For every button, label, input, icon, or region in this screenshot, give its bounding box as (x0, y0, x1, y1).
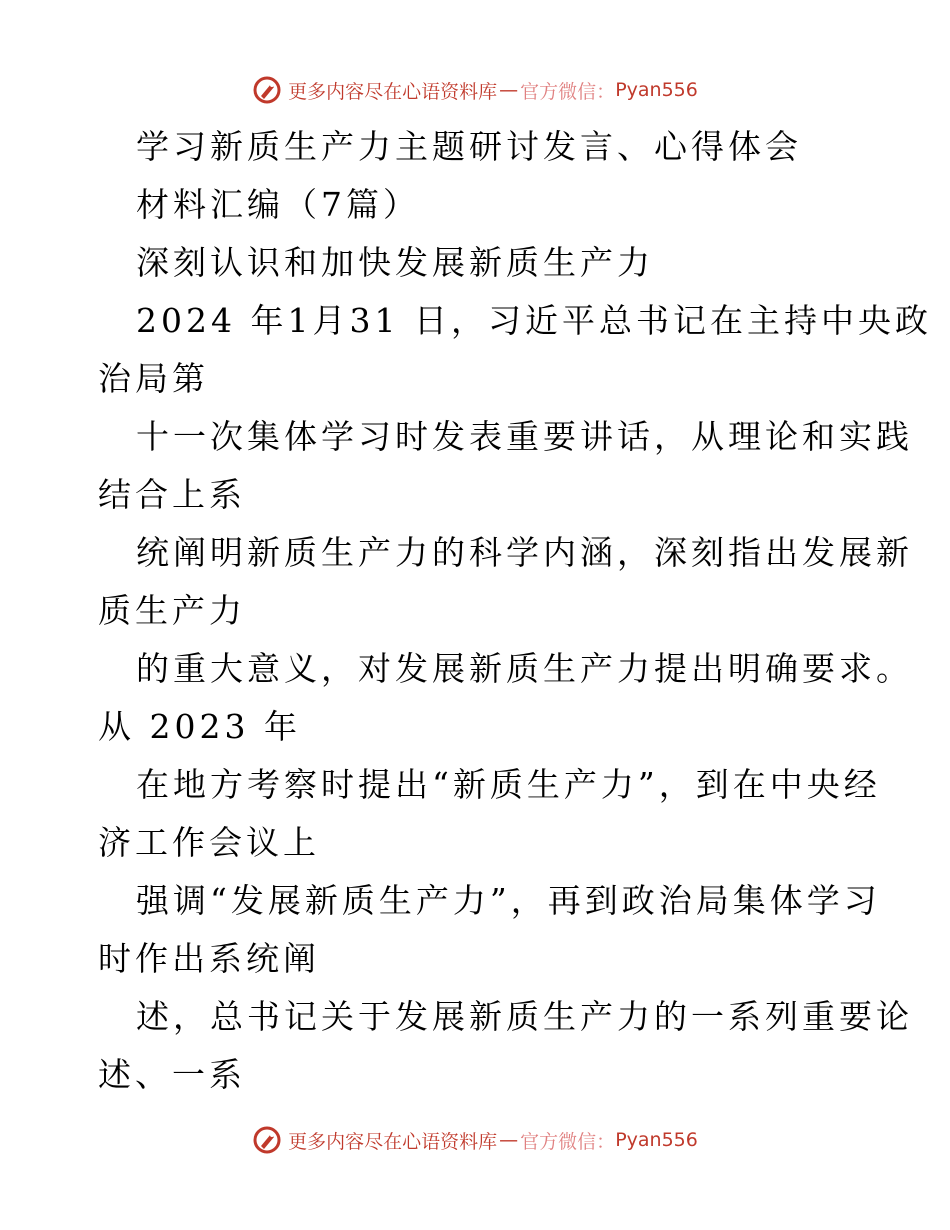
document-title-line-1: 学习新质生产力主题研讨发言、心得体会 (136, 127, 802, 166)
paragraph-line: 时作出系统阐 (98, 939, 320, 978)
paragraph-line: 济工作会议上 (98, 823, 320, 862)
banner-separator: — (499, 79, 519, 101)
paragraph-line: 述、一系 (98, 1055, 246, 1094)
paragraph-line: 十一次集体学习时发表重要讲话，从理论和实践 (136, 417, 913, 456)
banner-wechat-id: Pyan556 (615, 79, 698, 101)
paragraph-line: 从 2023 年 (98, 707, 301, 746)
banner-wechat-id: Pyan556 (615, 1129, 698, 1151)
document-title-line-2: 材料汇编（7篇） (136, 185, 420, 224)
pen-nib-logo-icon (252, 75, 282, 105)
banner-main-text: 更多内容尽在心语资料库 (288, 80, 498, 103)
paragraph-line: 强调“发展新质生产力”，再到政治局集体学习 (136, 881, 881, 920)
banner-official-label: 官方微信： (520, 80, 616, 103)
paragraph-line: 在地方考察时提出“新质生产力”，到在中央经 (136, 765, 881, 804)
paragraph-line: 结合上系 (98, 475, 246, 514)
document-body (98, 118, 932, 1104)
banner-main-text: 更多内容尽在心语资料库 (288, 1130, 498, 1153)
paragraph-line: 述，总书记关于发展新质生产力的一系列重要论 (136, 997, 913, 1036)
section-heading: 深刻认识和加快发展新质生产力 (136, 243, 654, 282)
pen-nib-logo-icon (252, 1125, 282, 1155)
banner-official-label: 官方微信： (520, 1130, 616, 1153)
footer-watermark-banner (0, 1120, 950, 1160)
paragraph-line: 质生产力 (98, 591, 246, 630)
header-watermark-banner (0, 70, 950, 110)
paragraph-line: 2024 年1月31 日，习近平总书记在主持中央政 (136, 301, 932, 340)
paragraph-line: 统阐明新质生产力的科学内涵，深刻指出发展新 (136, 533, 913, 572)
paragraph-line: 的重大意义，对发展新质生产力提出明确要求。 (136, 649, 913, 688)
paragraph-line: 治局第 (98, 359, 209, 398)
banner-separator: — (499, 1129, 519, 1151)
